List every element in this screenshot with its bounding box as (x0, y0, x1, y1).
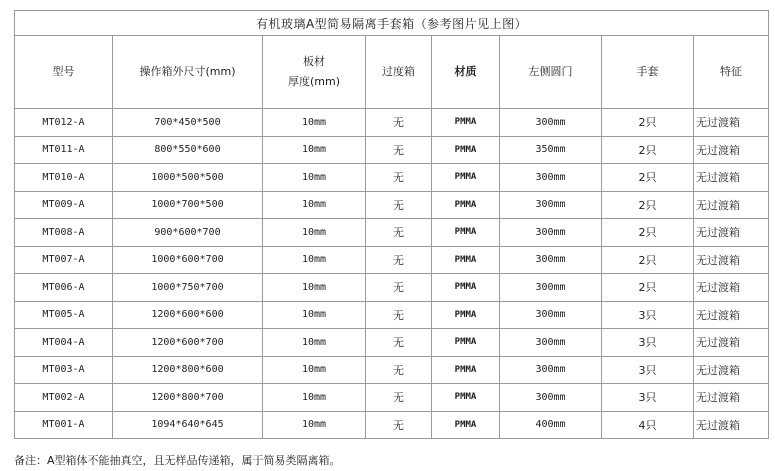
cell-door: 300mm (500, 191, 602, 219)
cell-model: MT002-A (15, 384, 113, 412)
cell-gloves: 2只 (602, 274, 694, 302)
cell-material: PMMA (432, 274, 500, 302)
cell-size: 700*450*500 (113, 109, 263, 137)
cell-size: 900*600*700 (113, 219, 263, 247)
cell-transfer: 无 (366, 274, 432, 302)
cell-door: 400mm (500, 411, 602, 439)
cell-gloves: 2只 (602, 219, 694, 247)
table-row (15, 411, 769, 439)
cell-model: MT011-A (15, 136, 113, 164)
cell-size: 1000*750*700 (113, 274, 263, 302)
cell-material: PMMA (432, 329, 500, 357)
cell-feature: 无过渡箱 (694, 329, 769, 357)
cell-model: MT008-A (15, 219, 113, 247)
cell-thickness: 10mm (263, 329, 366, 357)
cell-size: 1200*600*700 (113, 329, 263, 357)
header-model: 型号 (15, 36, 113, 109)
cell-door: 300mm (500, 356, 602, 384)
cell-model: MT010-A (15, 164, 113, 192)
cell-size: 1000*600*700 (113, 246, 263, 274)
cell-door: 300mm (500, 246, 602, 274)
cell-gloves: 2只 (602, 136, 694, 164)
table-row (15, 301, 769, 329)
cell-door: 300mm (500, 329, 602, 357)
table-title: 有机玻璃A型简易隔离手套箱（参考图片见上图） (15, 11, 769, 36)
cell-material: PMMA (432, 246, 500, 274)
cell-transfer: 无 (366, 329, 432, 357)
header-material: 材质 (432, 36, 500, 109)
cell-material: PMMA (432, 109, 500, 137)
cell-size: 1200*800*700 (113, 384, 263, 412)
cell-transfer: 无 (366, 384, 432, 412)
cell-size: 1094*640*645 (113, 411, 263, 439)
table-row (15, 384, 769, 412)
cell-material: PMMA (432, 301, 500, 329)
cell-feature: 无过渡箱 (694, 109, 769, 137)
header-thickness-line1: 板材 (303, 55, 325, 68)
cell-transfer: 无 (366, 136, 432, 164)
cell-size: 1000*700*500 (113, 191, 263, 219)
cell-model: MT009-A (15, 191, 113, 219)
table-row (15, 164, 769, 192)
cell-gloves: 3只 (602, 384, 694, 412)
table-row (15, 109, 769, 137)
cell-gloves: 2只 (602, 191, 694, 219)
cell-feature: 无过渡箱 (694, 164, 769, 192)
cell-gloves: 3只 (602, 301, 694, 329)
cell-gloves: 3只 (602, 356, 694, 384)
cell-size: 800*550*600 (113, 136, 263, 164)
cell-feature: 无过渡箱 (694, 246, 769, 274)
cell-transfer: 无 (366, 246, 432, 274)
cell-gloves: 3只 (602, 329, 694, 357)
cell-thickness: 10mm (263, 109, 366, 137)
cell-door: 300mm (500, 164, 602, 192)
cell-feature: 无过渡箱 (694, 274, 769, 302)
cell-thickness: 10mm (263, 191, 366, 219)
cell-transfer: 无 (366, 356, 432, 384)
cell-size: 1200*600*600 (113, 301, 263, 329)
cell-material: PMMA (432, 219, 500, 247)
cell-model: MT001-A (15, 411, 113, 439)
header-door: 左侧圆门 (500, 36, 602, 109)
cell-door: 300mm (500, 301, 602, 329)
cell-feature: 无过渡箱 (694, 191, 769, 219)
cell-feature: 无过渡箱 (694, 356, 769, 384)
cell-size: 1000*500*500 (113, 164, 263, 192)
cell-thickness: 10mm (263, 356, 366, 384)
cell-transfer: 无 (366, 191, 432, 219)
cell-door: 300mm (500, 219, 602, 247)
header-row (15, 36, 769, 109)
cell-transfer: 无 (366, 164, 432, 192)
cell-model: MT012-A (15, 109, 113, 137)
header-size: 操作箱外尺寸(mm) (113, 36, 263, 109)
spec-sheet (14, 10, 768, 439)
cell-thickness: 10mm (263, 136, 366, 164)
cell-material: PMMA (432, 384, 500, 412)
cell-material: PMMA (432, 356, 500, 384)
footnote: 备注：A型箱体不能抽真空，且无样品传递箱，属于简易类隔离箱。 (14, 454, 341, 467)
cell-model: MT006-A (15, 274, 113, 302)
table-row (15, 246, 769, 274)
cell-transfer: 无 (366, 301, 432, 329)
cell-model: MT005-A (15, 301, 113, 329)
header-thickness-line2: 厚度(mm) (287, 75, 340, 88)
cell-material: PMMA (432, 136, 500, 164)
table-row (15, 219, 769, 247)
cell-model: MT007-A (15, 246, 113, 274)
cell-material: PMMA (432, 191, 500, 219)
header-gloves: 手套 (602, 36, 694, 109)
cell-door: 300mm (500, 274, 602, 302)
cell-door: 300mm (500, 109, 602, 137)
cell-transfer: 无 (366, 109, 432, 137)
cell-feature: 无过渡箱 (694, 301, 769, 329)
cell-door: 350mm (500, 136, 602, 164)
cell-gloves: 4只 (602, 411, 694, 439)
cell-feature: 无过渡箱 (694, 219, 769, 247)
cell-transfer: 无 (366, 411, 432, 439)
table-row (15, 329, 769, 357)
cell-model: MT003-A (15, 356, 113, 384)
cell-thickness: 10mm (263, 411, 366, 439)
cell-gloves: 2只 (602, 164, 694, 192)
table-row (15, 356, 769, 384)
cell-transfer: 无 (366, 219, 432, 247)
cell-feature: 无过渡箱 (694, 136, 769, 164)
cell-thickness: 10mm (263, 384, 366, 412)
cell-material: PMMA (432, 411, 500, 439)
cell-model: MT004-A (15, 329, 113, 357)
header-thickness (263, 36, 366, 109)
cell-gloves: 2只 (602, 109, 694, 137)
cell-thickness: 10mm (263, 164, 366, 192)
cell-thickness: 10mm (263, 274, 366, 302)
table-row (15, 136, 769, 164)
cell-size: 1200*800*600 (113, 356, 263, 384)
cell-feature: 无过渡箱 (694, 411, 769, 439)
cell-thickness: 10mm (263, 246, 366, 274)
header-transfer: 过度箱 (366, 36, 432, 109)
cell-thickness: 10mm (263, 219, 366, 247)
cell-feature: 无过渡箱 (694, 384, 769, 412)
header-feature: 特征 (694, 36, 769, 109)
table-row (15, 274, 769, 302)
cell-gloves: 2只 (602, 246, 694, 274)
table-row (15, 191, 769, 219)
cell-material: PMMA (432, 164, 500, 192)
cell-thickness: 10mm (263, 301, 366, 329)
glovebox-spec-table (14, 10, 769, 439)
table-body (15, 109, 769, 439)
cell-door: 300mm (500, 384, 602, 412)
